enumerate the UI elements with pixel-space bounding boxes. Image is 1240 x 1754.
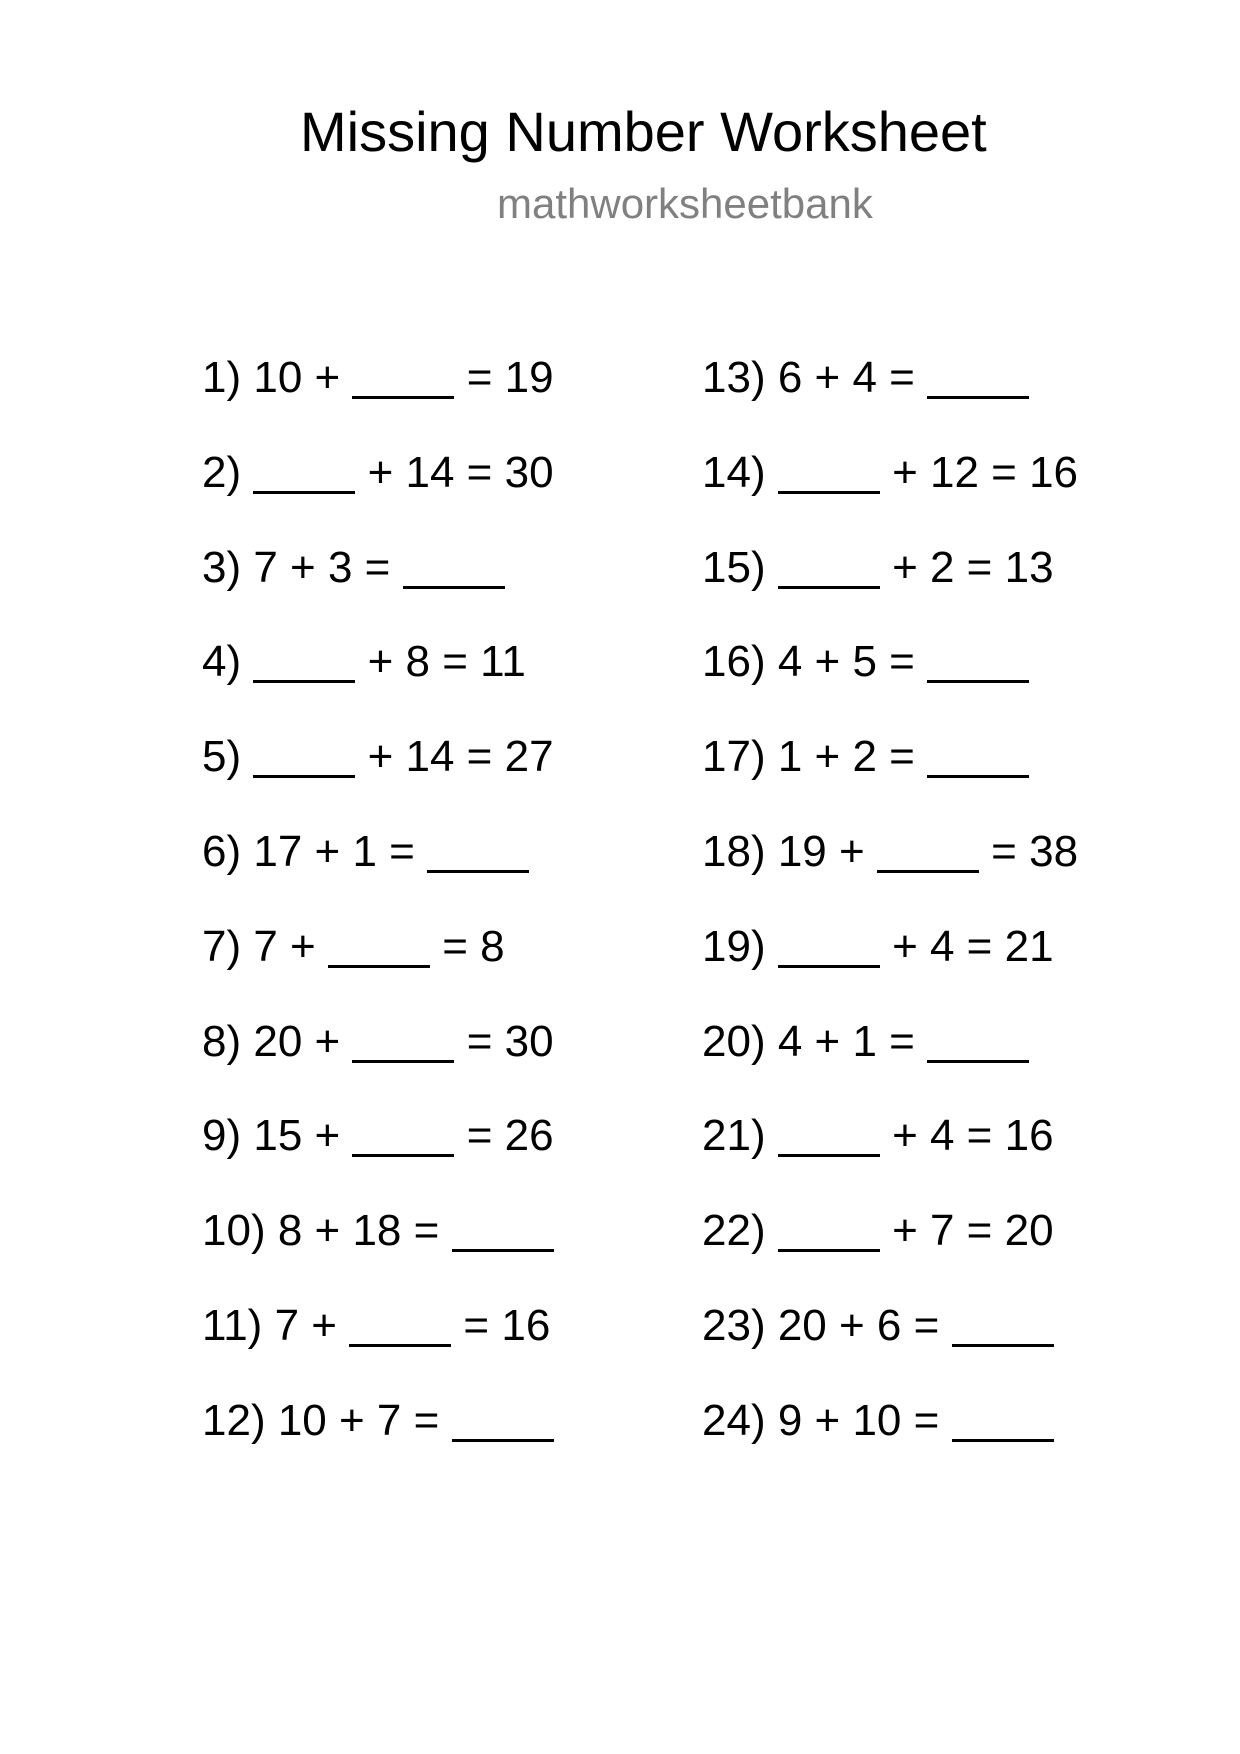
problem-number: 21): [702, 1111, 766, 1161]
problem-expression: = 16: [463, 1300, 551, 1350]
problem-column-left: [202, 352, 554, 1490]
problem-item: [702, 1395, 1078, 1490]
problem-expression: 1 + 2 =: [777, 732, 915, 782]
answer-blank[interactable]: [778, 965, 880, 968]
problem-expression: = 30: [466, 1016, 554, 1066]
problem-expression: 7 +: [253, 921, 316, 971]
problem-item: [202, 1395, 554, 1490]
problem-item: [202, 1205, 554, 1300]
answer-blank[interactable]: [952, 1439, 1054, 1442]
problem-expression: 10 + 7 =: [277, 1395, 440, 1445]
problem-number: 4): [202, 637, 242, 687]
answer-blank[interactable]: [253, 680, 355, 683]
answer-blank[interactable]: [452, 1249, 554, 1252]
problem-number: 6): [202, 826, 242, 876]
problem-number: 16): [702, 637, 766, 687]
problem-number: 12): [202, 1395, 266, 1445]
answer-blank[interactable]: [927, 775, 1029, 778]
problem-expression: + 12 = 16: [892, 447, 1079, 497]
problem-expression: 9 + 10 =: [777, 1395, 940, 1445]
problem-expression: 19 +: [777, 826, 865, 876]
problem-number: 19): [702, 921, 766, 971]
problem-item: [202, 1110, 554, 1205]
problem-expression: + 14 = 30: [367, 447, 554, 497]
problem-column-right: [702, 352, 1078, 1490]
problem-number: 5): [202, 732, 242, 782]
answer-blank[interactable]: [349, 1344, 451, 1347]
problem-number: 2): [202, 447, 242, 497]
problem-item: [702, 1016, 1078, 1111]
problem-expression: = 38: [991, 826, 1079, 876]
problem-number: 14): [702, 447, 766, 497]
problem-expression: 17 + 1 =: [253, 826, 415, 876]
problem-expression: 10 +: [253, 353, 341, 402]
problem-item: [702, 636, 1078, 731]
problem-number: 10): [202, 1206, 266, 1256]
answer-blank[interactable]: [427, 870, 529, 873]
answer-blank[interactable]: [328, 965, 430, 968]
answer-blank[interactable]: [452, 1439, 554, 1442]
problem-item: [202, 1300, 554, 1395]
problem-item: [202, 636, 554, 731]
problem-number: 18): [702, 826, 766, 876]
answer-blank[interactable]: [253, 491, 355, 494]
problem-expression: 8 + 18 =: [277, 1206, 440, 1256]
problem-number: 3): [202, 542, 242, 592]
problem-number: 23): [702, 1300, 766, 1350]
problem-expression: + 7 = 20: [892, 1206, 1054, 1256]
problem-expression: 15 +: [253, 1111, 341, 1161]
problem-item: [202, 447, 554, 542]
answer-blank[interactable]: [927, 396, 1029, 399]
problem-expression: = 19: [466, 353, 554, 402]
problem-item: [702, 1110, 1078, 1205]
problem-item: [202, 1016, 554, 1111]
problem-item: [202, 826, 554, 921]
problem-expression: 4 + 1 =: [777, 1016, 915, 1066]
answer-blank[interactable]: [253, 775, 355, 778]
problem-number: 20): [702, 1016, 766, 1066]
problem-number: 13): [702, 353, 766, 402]
problem-expression: 7 +: [274, 1300, 337, 1350]
answer-blank[interactable]: [952, 1344, 1054, 1347]
problem-number: 1): [202, 353, 242, 402]
problem-item: [702, 1300, 1078, 1395]
problem-item: [702, 826, 1078, 921]
answer-blank[interactable]: [778, 1154, 880, 1157]
problem-expression: 6 + 4 =: [777, 353, 915, 402]
answer-blank[interactable]: [927, 1060, 1029, 1063]
problem-item: [702, 921, 1078, 1016]
answer-blank[interactable]: [352, 1060, 454, 1063]
problem-expression: + 4 = 16: [892, 1111, 1054, 1161]
problem-number: 11): [202, 1300, 263, 1350]
problem-number: 22): [702, 1206, 766, 1256]
problem-item: [702, 731, 1078, 826]
worksheet-source: mathworksheetbank: [497, 180, 873, 227]
problem-expression: = 26: [466, 1111, 554, 1161]
problem-expression: 20 +: [253, 1016, 341, 1066]
problem-number: 17): [702, 732, 766, 782]
problem-item: [202, 542, 554, 637]
problem-number: 8): [202, 1016, 242, 1066]
problem-expression: + 4 = 21: [892, 921, 1054, 971]
answer-blank[interactable]: [403, 586, 505, 589]
problem-item: [702, 352, 1078, 447]
problem-expression: + 8 = 11: [367, 637, 526, 687]
problem-item: [702, 447, 1078, 542]
answer-blank[interactable]: [778, 1249, 880, 1252]
problem-expression: 7 + 3 =: [253, 542, 391, 592]
problem-item: [202, 731, 554, 826]
problem-item: [702, 1205, 1078, 1300]
problem-item: [202, 921, 554, 1016]
answer-blank[interactable]: [352, 1154, 454, 1157]
problem-number: 7): [202, 921, 242, 971]
problem-number: 24): [702, 1395, 766, 1445]
worksheet-title: Missing Number Worksheet: [300, 100, 987, 163]
problem-expression: + 2 = 13: [892, 542, 1054, 592]
problem-item: [702, 542, 1078, 637]
answer-blank[interactable]: [778, 586, 880, 589]
problem-number: 15): [702, 542, 766, 592]
problem-expression: + 14 = 27: [367, 732, 554, 782]
problem-expression: 4 + 5 =: [777, 637, 915, 687]
problem-expression: = 8: [442, 921, 505, 971]
problem-number: 9): [202, 1111, 242, 1161]
answer-blank[interactable]: [352, 396, 454, 399]
problem-expression: 20 + 6 =: [777, 1300, 940, 1350]
answer-blank[interactable]: [927, 680, 1029, 683]
problem-item: [202, 352, 554, 447]
answer-blank[interactable]: [877, 870, 979, 873]
answer-blank[interactable]: [778, 491, 880, 494]
